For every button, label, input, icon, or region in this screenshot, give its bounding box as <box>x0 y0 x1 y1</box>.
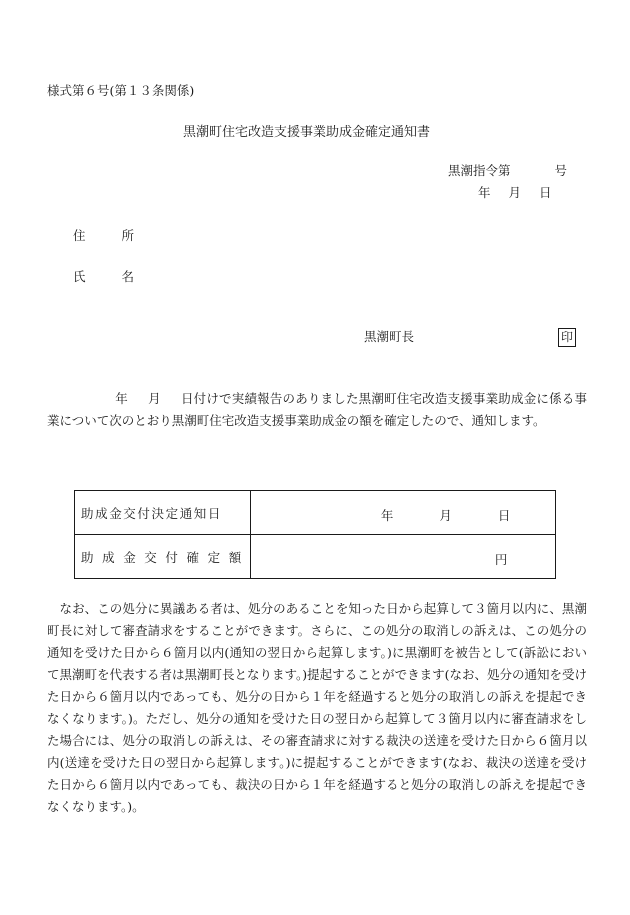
decision-date-fields <box>381 506 511 524</box>
decision-date-year: 年 <box>380 508 394 523</box>
address-label-char-2: 所 <box>121 228 135 243</box>
issue-date-day: 日 <box>539 185 552 200</box>
decision-date-value <box>250 491 555 535</box>
decision-date-label <box>75 491 251 535</box>
address-label-char-1: 住 <box>73 228 86 243</box>
name-label-char-2: 名 <box>121 269 135 284</box>
issuer-title: 黒潮町長 <box>364 329 415 344</box>
document-title: 黒潮町住宅改造支援事業助成金確定通知書 <box>183 125 431 140</box>
address-label <box>73 230 134 243</box>
document-number-prefix: 黒潮指令第 <box>448 163 511 178</box>
intro-year: 年 <box>115 391 128 406</box>
grant-details-table <box>74 490 556 579</box>
document-number <box>448 165 567 178</box>
confirmed-amount-unit: 円 <box>494 552 508 567</box>
decision-date-day: 日 <box>497 508 511 523</box>
confirmed-amount-label <box>75 535 251 579</box>
intro-text: 日付けで実績報告のありました黒潮町住宅改造支援事業助成金に係る事業について次のとおり黒潮町住宅改造支援事業助成金の額を確定したので、通知します。 <box>47 391 587 428</box>
confirmed-amount-value <box>250 535 555 579</box>
document-number-suffix: 号 <box>554 163 568 178</box>
intro-paragraph <box>47 388 587 432</box>
issue-date-year: 年 <box>478 185 491 200</box>
seal-mark: 印 <box>558 328 576 347</box>
confirmed-amount-label-text: 助成金交付確定額 <box>81 549 250 565</box>
issue-date <box>478 187 552 200</box>
intro-month: 月 <box>147 391 161 406</box>
issue-date-month: 月 <box>508 185 522 200</box>
table-row <box>75 491 556 535</box>
decision-date-label-text: 助成金交付決定通知日 <box>81 505 223 521</box>
table-row <box>75 535 556 579</box>
name-label <box>73 271 134 284</box>
name-label-char-1: 氏 <box>73 269 86 284</box>
appeal-notice-paragraph: なお、この処分に異議ある者は、処分のあることを知った日から起算して３箇月以内に、黒潮町長に対して審査請求をすることができます。さらに、この処分の取消しの訴えは、この処分の通知を受けた日から６箇月以内(通知の翌日から起算します。)に黒潮町を被告として(訴訟において黒潮町を代表する者は黒潮町長となります。)提起することができます(なお、処分の通知を受けた日から６箇月以内であっても、処分の日から１年を経過すると処分の取消しの訴えを提起できなくなります。)。ただし、処分の通知を受けた日の翌日から起算して３箇月以内に審査請求をした場合には、処分の取消しの訴えは、その審査請求に対する裁決の送達を受けた日から６箇月以内(送達を受けた日の翌日から起算します。)に提起することができます(なお、裁決の送達を受けた日から６箇月以内であっても、裁決の日から１年を経過すると処分の取消しの訴えを提起できなくなります。)。 <box>47 601 588 814</box>
form-number: 様式第６号(第１３条関係) <box>47 83 195 98</box>
decision-date-month: 月 <box>439 508 452 523</box>
